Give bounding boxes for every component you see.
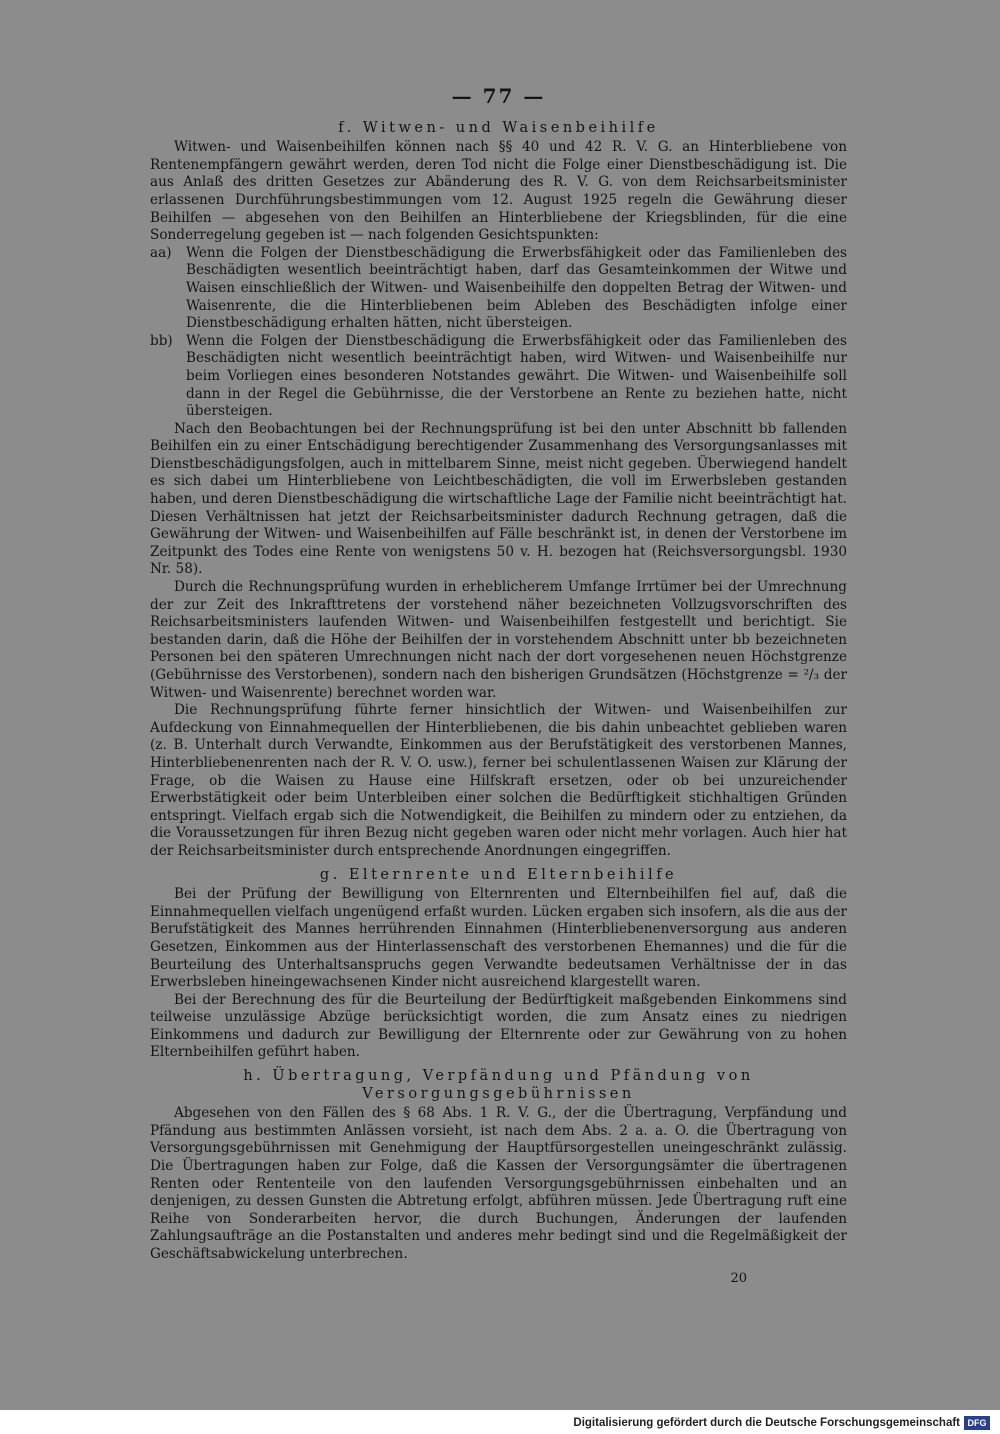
footer-credit: Digitalisierung gefördert durch die Deutsche Forschungsgemeinschaft — [573, 1417, 960, 1429]
section-f-intro: Witwen- und Waisenbeihilfen können nach §§ 40 und 42 R. V. G. an Hinterbliebene von Rentenempfängern gewährt werden, deren Tod nicht die Folge einer Dienstbeschädigung ist. Die aus Anlaß des dritten Gesetzes zur Abänderung des R. V. G. von dem Reichsarbeitsminister erlassenen Durchführungsbestimmungen vom 12. August 1925 regeln die Gewährung dieser Beihilfen — abgesehen von den Beihilfen an Hinterbliebene der Kriegsblinden, für die eine Sonderregelung gegeben ist — nach folgenden Gesichtspunkten: — [150, 139, 847, 244]
list-marker: aa) — [150, 244, 172, 261]
paragraph: Nach den Beobachtungen bei der Rechnungsprüfung ist bei den unter Abschnitt bb fallenden Beihilfen ein zu einer Entschädigung berechtigender Zusammenhang des Versorgungsanlasses mit Dienstbeschädigungsfolgen, auch in mittelbarem Sinne, meist nicht gegeben. Überwiegend handelt es sich dabei um Hinterbliebene von Leichtbeschädigten, die voll im Erwerbsleben gestanden haben, und deren Dienstbeschädigung die wirtschaftliche Lage der Familie nicht beeinträchtigt hat. Diesen Verhältnissen hat jetzt der Reichsarbeitsminister dadurch Rechnung getragen, daß die Gewährung der Witwen- und Waisenbeihilfen auf Fälle beschränkt ist, in denen der Verstorbene im Zeitpunkt des Todes eine Rente von wenigstens 50 v. H. bezogen hat (Reichsversorgungsbl. 1930 Nr. 58). — [150, 420, 847, 578]
section-f-title: f. Witwen- und Waisenbeihilfe — [338, 119, 659, 136]
list-item-bb — [150, 333, 847, 421]
paragraph: Durch die Rechnungsprüfung wurden in erheblicherem Umfange Irrtümer bei der Umrechnung der zur Zeit des Inkrafttretens der vorstehend näher bezeichneten Vollzugsvorschriften des Reichsarbeitsministers laufenden Witwen- und Waisenbeihilfen festgestellt und berichtigt. Sie bestanden darin, daß die Höhe der Beihilfen der in vorstehendem Abschnitt unter bb bezeichneten Personen bei den späteren Umrechnungen nicht nach der dort vorgesehenen neuen Höchstgrenze (Gebührnisse des Verstorbenen), sondern nach den bisherigen Grundsätzen (Höchstgrenze = ²/₃ der Witwen- und Waisenrente) berechnet worden war. — [150, 579, 847, 701]
paragraph: Bei der Berechnung des für die Beurteilung der Bedürftigkeit maßgebenden Einkommens sind teilweise unzulässige Abzüge berücksichtigt worden, die zum Ansatz eines zu niedrigen Einkommens und dadurch zur Bewilligung der Elternrente oder zur Gewährung von zu hohen Elternbeihilfen geführt haben. — [150, 991, 847, 1061]
section-g-title: g. Elternrente und Elternbeihilfe — [319, 866, 678, 883]
footer-bar — [0, 1410, 1000, 1434]
section-h-title: h. Übertragung, Verpfändung und Pfändung von Versorgungsgebührnissen — [243, 1068, 754, 1102]
paragraph: Bei der Prüfung der Bewilligung von Elternrenten und Elternbeihilfen fiel auf, daß die Einnahmequellen vielfach ungenügend erfaßt wurden. Lücken ergaben sich insofern, als die aus der Berufstätigkeit des Mannes herrührenden Einnahmen (Hinterbliebenenversorgung aus anderen Gesetzen, Einkommen aus der Hinterlassenschaft des verstorbenen Ehemannes) und die für die Beurteilung des Unterhaltsanspruchs gegen Verwandte bedeutsamen Verhältnisse der in das Erwerbsleben hineingewachsenen Kinder nicht ausreichend klargestellt waren. — [150, 886, 847, 991]
signature-mark: 20 — [730, 1270, 747, 1286]
page-content — [150, 84, 847, 1287]
paragraph: Die Rechnungsprüfung führte ferner hinsichtlich der Witwen- und Waisenbeihilfen zur Aufdeckung von Einnahmequellen der Hinterbliebenen, die bis dahin unbeachtet geblieben waren (z. B. Unterhalt durch Verwandte, Einkommen aus der Berufstätigkeit des verstorbenen Mannes, Hinterbliebenenrenten nach der R. V. O. usw.), ferner bei schulentlassenen Waisen zur Klärung der Frage, ob die Waisen zu Hause eine Hilfskraft ersetzen, oder ob bei unzureichender Erwerbstätigkeit oder beim Unterbleiben einer solchen die Bedürftigkeit stichhaltigen Gründen entspringt. Vielfach ergab sich die Notwendigkeit, die Beihilfen zu mindern oder zu entziehen, da die Voraussetzungen für ihren Bezug nicht gegeben waren oder nicht mehr vorlagen. Auch hier hat der Reichsarbeitsminister durch entsprechende Anordnungen eingegriffen. — [150, 702, 847, 859]
dfg-logo-icon: DFG — [964, 1416, 990, 1430]
page-number: — 77 — — [451, 84, 546, 108]
list-text: Wenn die Folgen der Dienstbeschädigung die Erwerbsfähigkeit oder das Familienleben des Beschädigten wesentlich beeinträchtigt haben, darf das Gesamteinkommen der Witwe und Waisen einschließlich der Witwen- und Waisenbeihilfe den doppelten Betrag der Witwen- und Waisenrente, die die Hinterbliebenen beim Ableben des Beschädigten infolge einer Dienstbeschädigung erhalten hätten, nicht übersteigen. — [186, 244, 847, 332]
paragraph: Abgesehen von den Fällen des § 68 Abs. 1 R. V. G., der die Übertragung, Verpfändung und Pfändung aus bestimmten Anlässen vorsieht, ist nach dem Abs. 2 a. a. O. die Übertragung von Versorgungsgebührnissen mit Genehmigung der Hauptfürsorgestellen uneingeschränkt zulässig. Die Übertragungen haben zur Folge, daß die Kassen der Versorgungsämter die übertragenen Renten oder Rententeile von den laufenden Versorgungsgebührnissen einbehalten und an denjenigen, zu dessen Gunsten die Abtretung erfolgt, abführen müssen. Jede Übertragung ruft eine Reihe von Sonderarbeiten hervor, die durch Buchungen, Änderungen der laufenden Zahlungsaufträge an die Postanstalten und anderes mehr bedingt sind und die Regelmäßigkeit der Geschäftsabwickelung unterbrechen. — [150, 1105, 847, 1262]
list-text: Wenn die Folgen der Dienstbeschädigung die Erwerbsfähigkeit oder das Familienleben des Beschädigten nicht wesentlich beeinträchtigt haben, wird Witwen- und Waisenbeihilfe nur beim Vorliegen eines besonderen Notstandes gewährt. Die Witwen- und Waisenbeihilfe soll dann in der Regel die Gebührnisse, die der Verstorbene an Rente zu beziehen hatte, nicht übersteigen. — [186, 332, 847, 420]
list-item-aa — [150, 245, 847, 333]
list-marker: bb) — [150, 332, 173, 349]
